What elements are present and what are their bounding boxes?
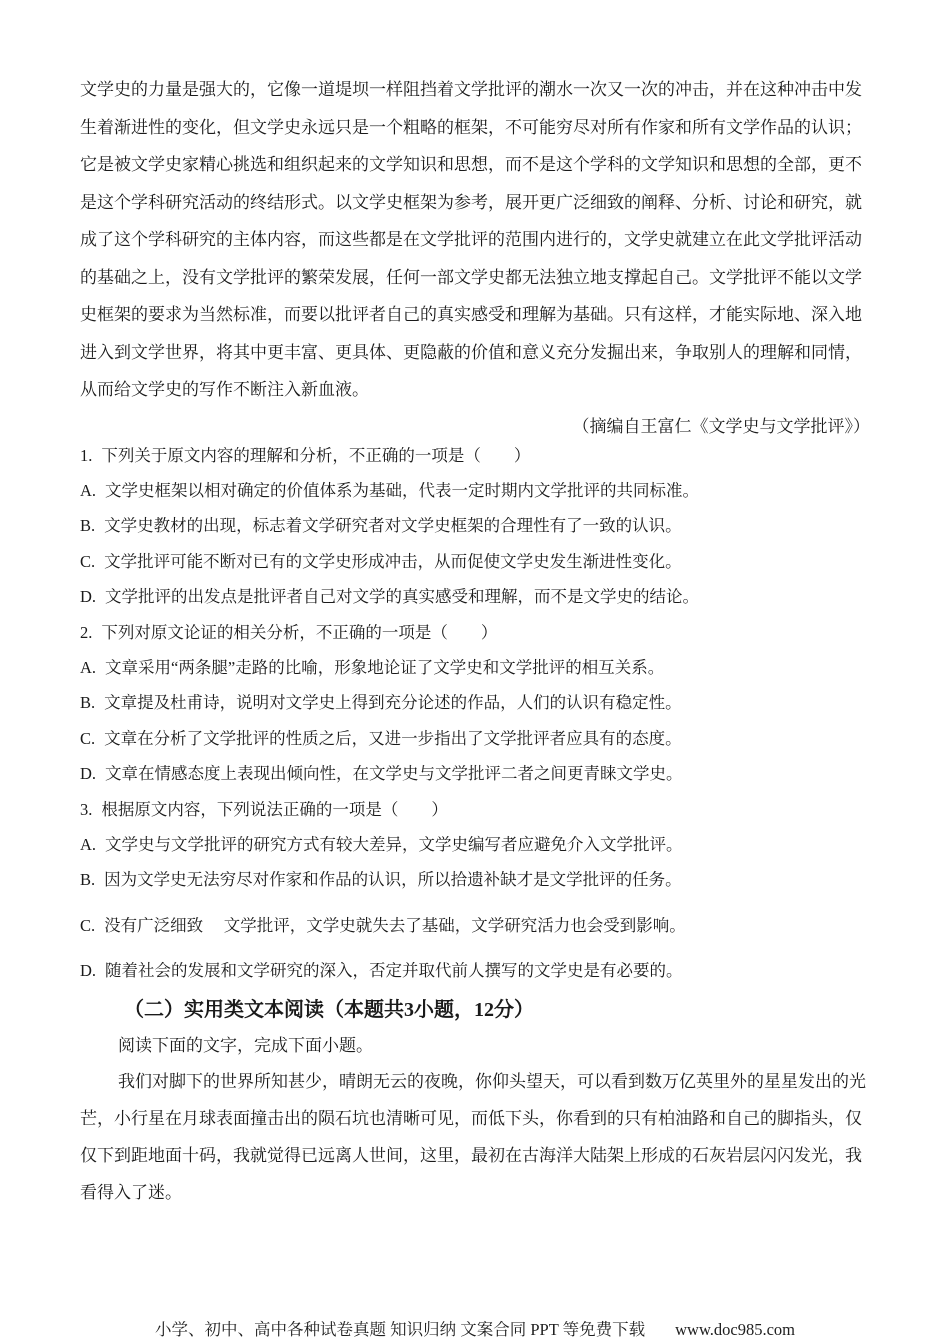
option-text: 文学史与文学批评的研究方式有较大差异，文学史编写者应避免介入文学批评。 [105,834,683,854]
question-stem-text: 下列关于原文内容的理解和分析，不正确的一项是（ ） [101,445,531,465]
question-3-option-c [80,908,870,943]
option-text: 文章采用“两条腿”走路的比喻，形象地论证了文学史和文学批评的相互关系。 [105,657,665,677]
question-1-option-a [80,473,870,508]
option-label: B. [80,870,96,890]
question-stem-text: 下列对原文论证的相关分析，不正确的一项是（ ） [101,622,498,642]
passage-line: 是这个学科研究活动的终结形式。以文学史框架为参考，展开更广泛细致的阐释、分析、讨论和研究，就 [80,192,862,212]
question-block [80,438,870,989]
passage-line: 我们对脚下的世界所知甚少，晴朗无云的夜晚，你仰头望天，可以看到数万亿英里外的星星发出的光 [118,1071,866,1091]
footer-url: www.doc985.com [675,1320,796,1339]
option-text: 没有广泛细致 文学批评，文学史就失去了基础，文学研究活力也会受到影响。 [104,915,686,935]
page-content [80,71,870,1211]
option-label: A. [80,480,97,500]
option-label: C. [80,915,96,935]
question-2-option-b [80,685,870,720]
passage-line: 的基础之上，没有文学批评的繁荣发展，任何一部文学史都无法独立地支撑起自己。文学批评不能以文学 [80,267,862,287]
option-text: 文学史框架以相对确定的价值体系为基础，代表一定时期内文学批评的共同标准。 [105,480,700,500]
option-text: 随着社会的发展和文学研究的深入，否定并取代前人撰写的文学史是有必要的。 [105,961,683,981]
question-3-stem [80,792,870,827]
passage-line: 生着渐进性的变化，但文学史永远只是一个粗略的框架，不可能穷尽对所有作家和所有文学作品的认识； [80,117,862,137]
option-label: B. [80,693,96,713]
question-1 [80,438,870,615]
question-2-option-c [80,721,870,756]
option-label: D. [80,587,97,607]
question-1-option-d [80,579,870,614]
passage-line: 它是被文学史家精心挑选和组织起来的文学知识和思想，而不是这个学科的文学知识和思想的全部，更不 [80,155,862,174]
page-footer [0,1316,950,1340]
question-2-option-a [80,650,870,685]
option-label: C. [80,728,96,748]
section-2 [80,991,870,1211]
option-text: 文章提及杜甫诗，说明对文学史上得到充分论述的作品，人们的认识有稳定性。 [104,693,682,713]
question-3-option-a [80,827,870,862]
option-label: D. [80,961,97,981]
question-1-option-b [80,508,870,543]
question-number: 1. [80,445,93,465]
option-label: A. [80,834,97,854]
option-label: B. [80,516,96,536]
footer-text: 小学、初中、高中各种试卷真题 知识归纳 文案合同 PPT 等免费下载 [154,1320,646,1339]
option-text: 文学批评的出发点是批评者自己对文学的真实感受和理解，而不是文学史的结论。 [105,587,700,607]
passage-line: 史框架的要求为当然标准，而要以批评者自己的真实感受和理解为基础。只有这样，才能实际地、深入地 [80,305,862,324]
option-label: C. [80,551,96,571]
question-number: 3. [80,799,93,819]
option-label: D. [80,764,97,784]
reading-instruction: 阅读下面的文字，完成下面小题。 [118,1035,373,1055]
option-text: 文学批评可能不断对已有的文学史形成冲击，从而促使文学史发生渐进性变化。 [104,551,682,571]
question-3 [80,792,870,989]
passage-1 [80,71,870,444]
passage-line: 进入到文学世界，将其中更丰富、更具体、更隐蔽的价值和意义充分发掘出来，争取别人的理解和同情， [80,342,862,362]
question-2 [80,615,870,792]
passage-line: 文学史的力量是强大的，它像一道堤坝一样阻挡着文学批评的潮水一次又一次的冲击，并在这种冲击中发 [80,80,862,99]
passage-attribution: （摘编自王富仁《文学史与文学批评》） [572,416,870,436]
passage-line: 从而给文学史的写作不断注入新血液。 [80,380,369,399]
option-text: 文章在分析了文学批评的性质之后，又进一步指出了文学批评者应具有的态度。 [104,728,682,748]
passage-line: 看得入了迷。 [80,1182,182,1202]
passage-line: 成了这个学科研究的主体内容，而这些都是在文学批评的范围内进行的，文学史就建立在此文学批评活动 [80,230,862,249]
option-label: A. [80,657,97,677]
question-stem-text: 根据原文内容，下列说法正确的一项是（ ） [101,799,448,819]
passage-line: 芒，小行星在月球表面撞击出的陨石坑也清晰可见，而低下头，你看到的只有柏油路和自己的脚指头，仅 [80,1108,862,1128]
question-2-option-d [80,756,870,791]
option-text: 因为文学史无法穷尽对作家和作品的认识，所以拾遗补缺才是文学批评的任务。 [104,870,682,890]
question-3-option-d [80,953,870,988]
question-3-option-b [80,862,870,897]
section-heading: （二）实用类文本阅读（本题共3小题，12分） [124,998,534,1021]
option-text: 文学史教材的出现，标志着文学研究者对文学史框架的合理性有了一致的认识。 [104,516,682,536]
question-1-option-c [80,544,870,579]
question-number: 2. [80,622,93,642]
passage-line: 仅下到距地面十码，我就觉得已远离人世间，这里，最初在古海洋大陆架上形成的石灰岩层闪闪发光，我 [80,1145,862,1165]
option-text: 文章在情感态度上表现出倾向性，在文学史与文学批评二者之间更青睐文学史。 [105,764,683,784]
question-2-stem [80,615,870,650]
